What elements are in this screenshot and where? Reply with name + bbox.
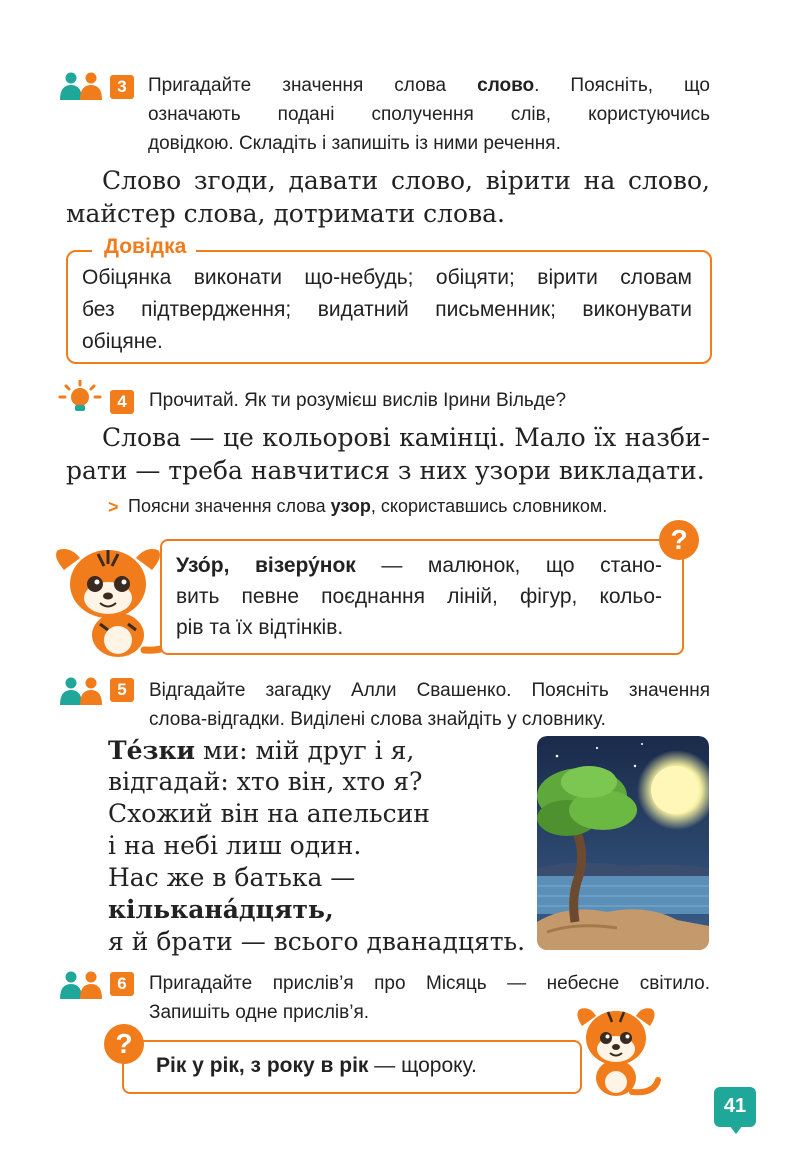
page-number: 41 [714,1087,756,1127]
task-number-badge: 3 [110,75,134,99]
task4-subtask: Поясни значення слова узор, скориставшись словником. [128,496,608,516]
poem-line3: Схожий він на апельсин [108,799,430,828]
poem-line1: Те́зки ми: мій друг і я, [108,736,415,765]
poem-line2: відгадай: хто він, хто я? [108,767,423,796]
reference-line1: Обіцянка виконати що-небудь; обіцяти; вірити словам [82,266,692,289]
pair-work-icon [59,677,103,705]
task4-quote-line1: Слова — це кольорові камінці. Мало їх назби- [102,423,710,452]
task5-instruction-line1: Відгадайте загадку Алли Свашенко. Поясніть значення [149,680,710,701]
question-badge: ? [104,1024,144,1064]
reference-line3: обіцяне. [82,330,163,353]
poem-line7: я й брати — всього дванадцять. [108,927,526,956]
task-number-badge: 6 [110,972,134,996]
task6-instruction-line2: Запишіть одне прислів’я. [149,1002,370,1023]
task6-instruction-line1: Пригадайте прислів’я про Місяць — небесне світило. [149,973,710,994]
task3-instruction-line3: довідкою. Складіть і запишіть із ними речення. [148,133,561,154]
lightbulb-icon [58,380,102,414]
bubble1-line3: рів та їх відтінків. [176,616,344,639]
task3-phrases-line1: Слово згоди, давати слово, вірити на слово, [102,166,710,195]
pair-work-icon [59,971,103,999]
task4-prompt: Прочитай. Як ти розумієш вислів Ірини Вільде? [149,390,567,411]
task3-instruction-line2: означають подані сполучення слів, користуючись [148,104,710,125]
proverb-text: Рік у рік, з року в рік — щороку. [156,1054,477,1077]
sub-task-marker: > [108,497,119,517]
question-badge: ? [659,520,699,560]
reference-line2: без підтвердження; видатний письменник; виконувати [82,298,692,321]
task3-instruction-line1: Пригадайте значення слова слово. Поясніть, що [148,75,711,96]
bubble1-line2: вить певне поєднання ліній, фігур, кольо- [176,585,662,608]
task5-instruction-line2: слова-відгадки. Виділені слова знайдіть у словнику. [149,709,606,730]
page-number-tab-icon [729,1125,743,1134]
task-number-badge: 5 [110,678,134,702]
task3-phrases-line2: майстер слова, дотримати слова. [66,199,505,228]
reference-title: Довідка [92,232,196,262]
night-moon-illustration [537,736,709,950]
poem-line6: кількана́дцять, [108,895,334,924]
pair-work-icon [59,72,103,100]
poem-line4: і на небі лиш один. [108,831,362,860]
poem-line5: Нас же в батька — [108,863,356,892]
task4-quote-line2: рати — треба навчитися з них узори викладати. [66,456,705,485]
tiger-cub-mascot [566,1000,666,1100]
task-number-badge: 4 [110,390,134,414]
bubble1-line1: Узо́р, візеру́нок — малюнок, що стано- [176,554,662,577]
